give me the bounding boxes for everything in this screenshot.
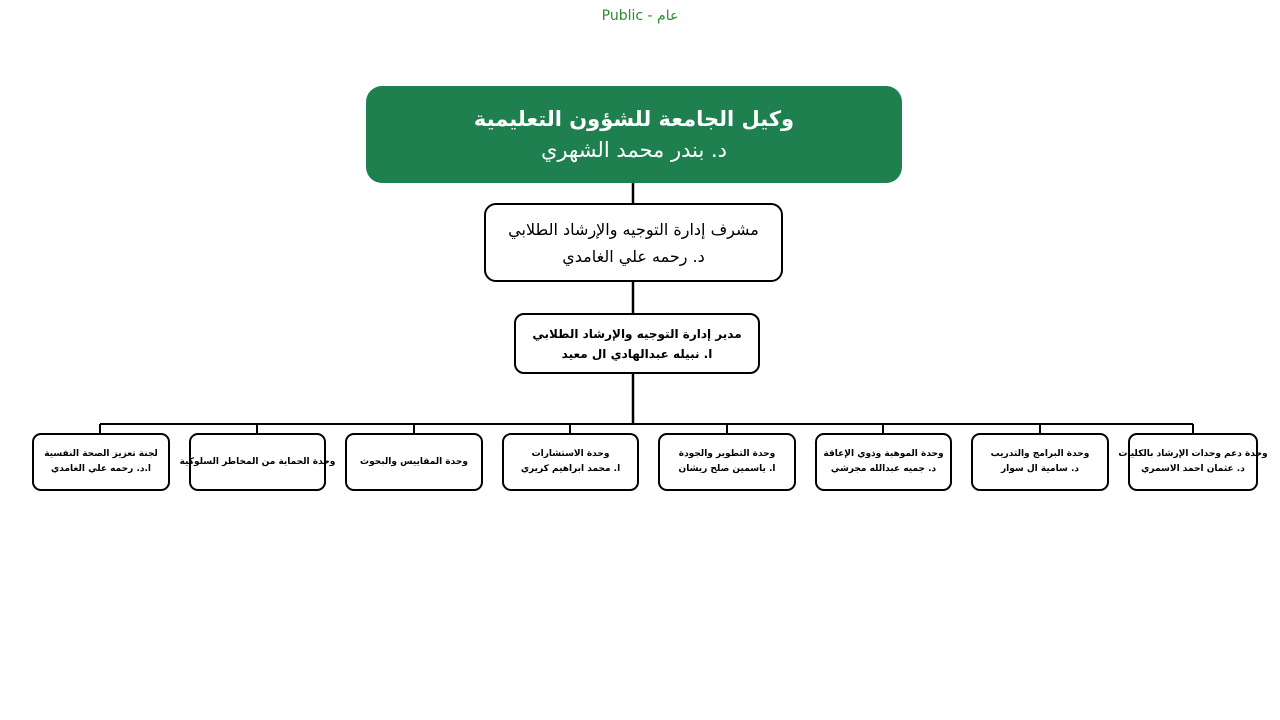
org-box-name: ا. نبيله عبدالهادي ال معيد — [561, 346, 713, 361]
org-unit-title: لجنة تعزيز الصحة النفسية — [44, 449, 158, 459]
org-unit-box — [179, 433, 336, 491]
org-box-title: وكيل الجامعة للشؤون التعليمية — [473, 106, 795, 131]
org-unit-name: ا.د. رحمه علي الغامدي — [51, 464, 151, 474]
org-unit-title: وحدة البرامج والتدريب — [990, 449, 1090, 459]
org-box-vice-rector — [366, 86, 902, 183]
org-box-title: مشرف إدارة التوجيه والإرشاد الطلابي — [508, 219, 759, 239]
org-unit-box — [1118, 433, 1268, 491]
org-unit-box — [658, 433, 796, 491]
org-unit-title: وحدة دعم وحدات الإرشاد بالكليات — [1118, 449, 1268, 459]
org-box-title: مدير إدارة التوجيه والإرشاد الطلابي — [532, 326, 742, 341]
org-unit-title: وحدة المقاييس والبحوث — [360, 456, 468, 467]
org-unit-box — [502, 433, 639, 491]
org-box-name: د. بندر محمد الشهري — [540, 137, 728, 162]
org-unit-name: د. سامية ال سوار — [1000, 464, 1080, 474]
org-unit-box — [815, 433, 952, 491]
org-unit-title: وحدة التطوير والجودة — [678, 449, 776, 459]
org-unit-title: وحدة الموهبة وذوي الإعاقة — [823, 449, 944, 459]
org-unit-name: ا. ياسمين صلح ريشان — [678, 464, 776, 474]
org-box-supervisor — [484, 203, 783, 282]
classification-label: عام - Public — [601, 8, 679, 24]
org-box-director — [514, 313, 760, 374]
org-box-name: د. رحمه علي الغامدي — [562, 246, 705, 266]
org-unit-name: د. عثمان احمد الاسمري — [1141, 464, 1245, 474]
org-unit-title: وحدة الحماية من المخاطر السلوكية — [179, 456, 336, 467]
org-unit-box — [32, 433, 170, 491]
org-unit-box — [345, 433, 483, 491]
org-unit-box — [971, 433, 1109, 491]
org-unit-name: ا. محمد ابراهيم كريري — [520, 464, 621, 474]
org-unit-title: وحدة الاستشارات — [531, 449, 610, 459]
org-unit-name: د. جميه عبدالله مجرشي — [830, 464, 937, 474]
